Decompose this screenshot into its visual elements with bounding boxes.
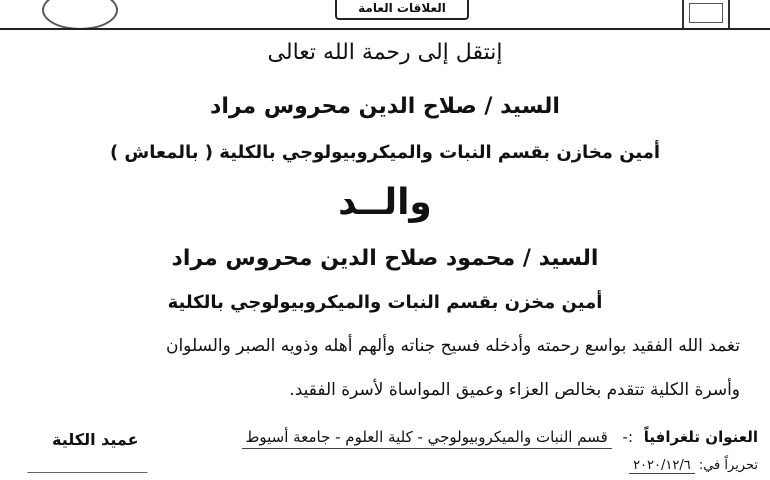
faculty-logo-inner [689, 3, 723, 23]
father-of-heading: والــد [338, 182, 432, 223]
issue-date [629, 458, 758, 474]
address-separator: :- [622, 428, 633, 446]
condolence-text: وأسرة الكلية تتقدم بخالص العزاء وعميق المواساة لأسرة الفقيد. [289, 380, 740, 400]
address-text: قسم النبات والميكروبيولوجي - كلية العلوم - جامعة أسيوط [242, 428, 612, 449]
office-label: العلاقات العامة [335, 0, 469, 20]
deceased-title: أمين مخازن بقسم النبات والميكروبيولوجي بالكلية ( بالمعاش ) [109, 142, 661, 163]
university-logo [42, 0, 118, 30]
prayer-text: تغمد الله الفقيد بواسع رحمته وأدخله فسيح جناته وألهم أهله وذويه الصبر والسلوان [165, 336, 740, 356]
opening-line: إنتقل إلى رحمة الله تعالى [267, 40, 503, 65]
date-value: ٢٠٢٠/١٢/٦ [629, 458, 695, 474]
dean-signature [27, 458, 152, 473]
dean-label: عميد الكلية [52, 430, 139, 449]
faculty-logo [682, 0, 730, 30]
deceased-name: السيد / صلاح الدين محروس مراد [210, 94, 560, 119]
date-label: تحريراً في: [698, 458, 758, 473]
son-name: السيد / محمود صلاح الدين محروس مراد [171, 246, 599, 271]
son-title: أمين مخزن بقسم النبات والميكروبيولوجي بالكلية [167, 292, 603, 313]
address-label: العنوان تلغرافياً [643, 428, 758, 446]
header-divider [0, 28, 770, 30]
telegraphic-address [242, 428, 758, 449]
